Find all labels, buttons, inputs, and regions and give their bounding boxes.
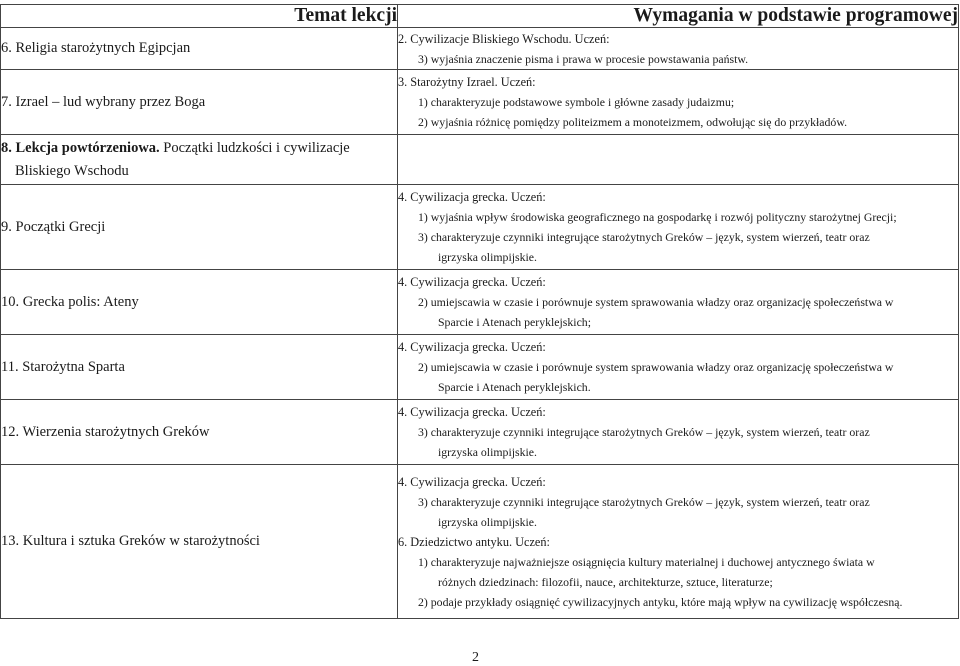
topic-cell: 11. Starożytna Sparta [1,335,398,400]
requirement-section: 2. Cywilizacje Bliskiego Wschodu. Uczeń: [398,31,610,46]
requirement-section: 4. Cywilizacja grecka. Uczeń: [398,275,546,289]
requirement-item: 1) wyjaśnia wpływ środowiska geograficznego na gospodarkę i rozwój polityczny starożytnej Grecji; [418,210,897,224]
requirement-section: 6. Dziedzictwo antyku. Uczeń: [398,534,550,549]
requirement-section: 4. Cywilizacja grecka. Uczeń: [398,474,546,489]
page-number: 2 [472,650,479,665]
topic-cell: 12. Wierzenia starożytnych Greków [1,400,398,465]
requirement-section: 4. Cywilizacja grecka. Uczeń: [398,405,546,419]
requirements-cell [398,465,959,619]
requirement-item: 1) charakteryzuje najważniejsze osiągnięcia kultury materialnej i duchowej antycznego świata w [418,554,875,569]
requirements-cell [398,400,959,465]
table-row [1,335,959,400]
requirement-item: 2) umiejscawia w czasie i porównuje system sprawowania władzy oraz organizację społeczeństwa w [418,360,894,374]
requirement-item: 2) wyjaśnia różnicę pomiędzy politeizmem a monoteizmem, odwołując się do przykładów. [418,115,848,129]
table-row [1,270,959,335]
topic-cell: 10. Grecka polis: Ateny [1,270,398,335]
curriculum-table [0,4,959,619]
topic-cell: 13. Kultura i sztuka Greków w starożytności [1,465,398,619]
requirement-item: 1) charakteryzuje podstawowe symbole i główne zasady judaizmu; [418,95,735,109]
requirements-cell [398,270,959,335]
topic-cell [1,135,398,185]
requirement-item-continued: Sparcie i Atenach peryklejskich; [438,315,591,329]
header-topic: Temat lekcji [1,5,398,28]
topic-rest: Początki ludzkości i cywilizacje [159,139,350,156]
header-row [1,5,959,28]
requirement-section: 3. Starożytny Izrael. Uczeń: [398,75,536,89]
header-requirements: Wymagania w podstawie programowej [398,5,959,28]
table-row [1,135,959,185]
requirement-item: 3) charakteryzuje czynniki integrujące starożytnych Greków – język, system wierzeń, teatr oraz [418,425,870,439]
requirement-item: 3) charakteryzuje czynniki integrujące starożytnych Greków – język, system wierzeń, teatr oraz [418,230,870,244]
topic-bold: 8. Lekcja powtórzeniowa. [1,139,160,156]
requirement-item: 2) podaje przykłady osiągnięć cywilizacyjnych antyku, które mają wpływ na cywilizację współczesną. [418,594,903,609]
requirements-cell [398,335,959,400]
requirement-item-continued: Sparcie i Atenach peryklejskich. [438,380,591,394]
requirement-item-continued: różnych dziedzinach: filozofii, nauce, architekturze, sztuce, literaturze; [438,574,773,589]
table-row [1,465,959,619]
requirement-item: 3) wyjaśnia znaczenie pisma i prawa w procesie powstawania państw. [418,51,749,66]
requirement-item-continued: igrzyska olimpijskie. [438,445,537,459]
topic-line2: Bliskiego Wschodu [15,162,129,179]
topic-cell: 9. Początki Grecji [1,185,398,270]
requirement-item: 3) charakteryzuje czynniki integrujące starożytnych Greków – język, system wierzeń, teatr oraz [418,494,870,509]
table-row [1,400,959,465]
requirement-item: 2) umiejscawia w czasie i porównuje system sprawowania władzy oraz organizację społeczeństwa w [418,295,894,309]
requirements-cell [398,70,959,135]
requirement-section: 4. Cywilizacja grecka. Uczeń: [398,340,546,354]
topic-cell: 6. Religia starożytnych Egipcjan [1,28,398,70]
table-row [1,70,959,135]
requirements-cell [398,28,959,70]
requirements-cell [398,135,959,185]
requirement-section: 4. Cywilizacja grecka. Uczeń: [398,190,546,204]
table-row [1,28,959,70]
topic-cell: 7. Izrael – lud wybrany przez Boga [1,70,398,135]
table-row [1,185,959,270]
requirements-cell [398,185,959,270]
requirement-item-continued: igrzyska olimpijskie. [438,250,537,264]
requirement-item-continued: igrzyska olimpijskie. [438,514,537,529]
